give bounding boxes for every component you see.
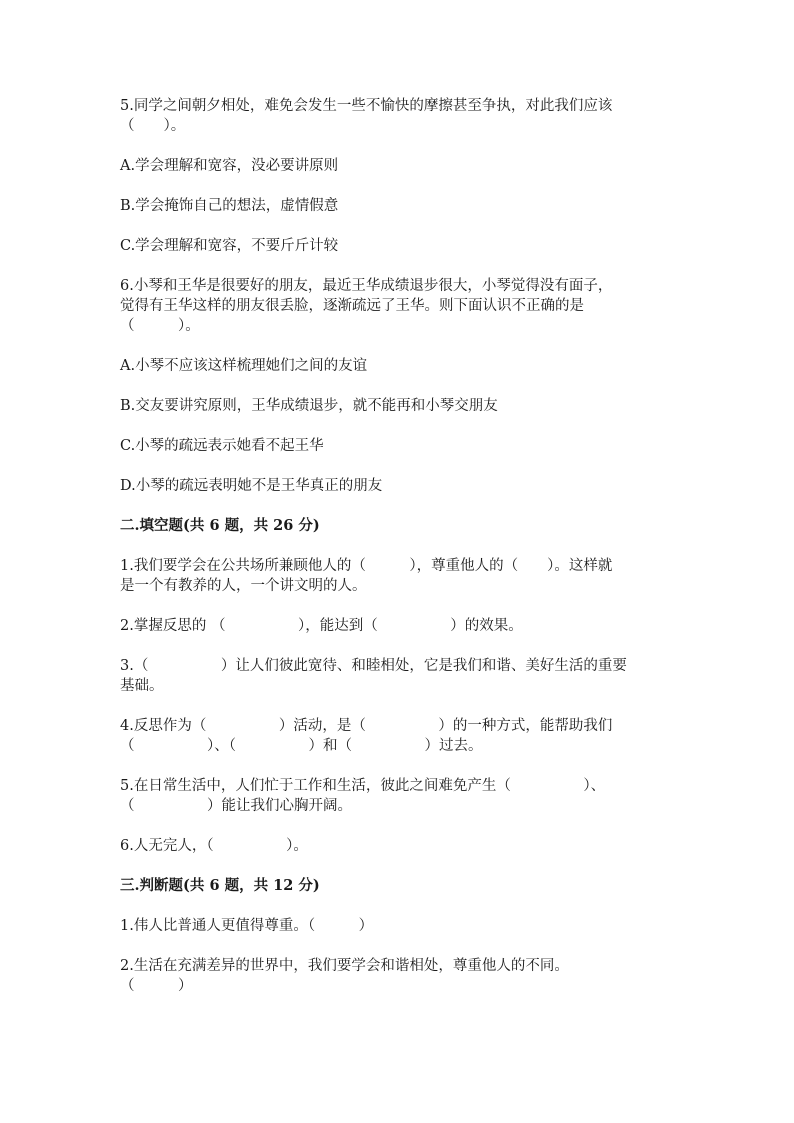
fill-blank-question-4	[120, 716, 680, 756]
section-title-fill-blank: 二.填空题(共 6 题，共 26 分)	[120, 517, 320, 534]
question-5	[120, 96, 680, 256]
true-false-question-2	[120, 956, 680, 996]
option-a: A.学会理解和宽容，没必要讲原则	[120, 158, 339, 174]
option-c: C.小琴的疏远表示她看不起王华	[120, 438, 324, 454]
question-stem: 2.生活在充满差异的世界中，我们要学会和谐相处，尊重他人的不同。	[120, 958, 569, 974]
question-stem: （ ）。	[120, 318, 200, 334]
question-stem: 3.（ ）让人们彼此宽待、和睦相处，它是我们和谐、美好生活的重要	[120, 658, 627, 674]
option-b: B.交友要讲究原则，王华成绩退步，就不能再和小琴交朋友	[120, 398, 498, 414]
option-d: D.小琴的疏远表明她不是王华真正的朋友	[120, 478, 383, 494]
question-stem: （ ）	[120, 978, 193, 994]
fill-blank-question-6	[120, 836, 680, 856]
question-6	[120, 276, 680, 496]
question-stem: （ ）。	[120, 118, 186, 134]
question-stem: 2.掌握反思的 （ ），能达到（ ）的效果。	[120, 618, 523, 634]
question-stem: 觉得有王华这样的朋友很丢脸，逐渐疏远了王华。则下面认识不正确的是	[120, 298, 584, 314]
fill-blank-question-2	[120, 616, 680, 636]
question-stem: 6.人无完人，（ ）。	[120, 838, 308, 854]
fill-blank-question-3	[120, 656, 680, 696]
question-stem: 1.伟人比普通人更值得尊重。（ ）	[120, 918, 374, 934]
option-b: B.学会掩饰自己的想法，虚情假意	[120, 198, 339, 214]
question-stem: 是一个有教养的人，一个讲文明的人。	[120, 578, 367, 594]
question-stem: 5.同学之间朝夕相处，难免会发生一些不愉快的摩擦甚至争执，对此我们应该	[120, 98, 613, 114]
question-stem: 5.在日常生活中，人们忙于工作和生活，彼此之间难免产生（ ）、	[120, 778, 606, 794]
document-page	[120, 96, 680, 996]
question-stem: （ ）、（ ）和（ ）过去。	[120, 738, 483, 754]
section-title-true-false: 三.判断题(共 6 题，共 12 分)	[120, 877, 320, 894]
option-c: C.学会理解和宽容，不要斤斤计较	[120, 238, 339, 254]
fill-blank-question-1	[120, 556, 680, 596]
question-stem: 基础。	[120, 678, 164, 694]
option-a: A.小琴不应该这样梳理她们之间的友谊	[120, 358, 368, 374]
fill-blank-question-5	[120, 776, 680, 816]
question-stem: 1.我们要学会在公共场所兼顾他人的（ ），尊重他人的（ ）。这样就	[120, 558, 613, 574]
question-stem: 4.反思作为（ ）活动，是（ ）的一种方式，能帮助我们	[120, 718, 613, 734]
question-stem: 6.小琴和王华是很要好的朋友，最近王华成绩退步很大，小琴觉得没有面子，	[120, 278, 613, 294]
true-false-question-1	[120, 916, 680, 936]
question-stem: （ ）能让我们心胸开阔。	[120, 798, 352, 814]
